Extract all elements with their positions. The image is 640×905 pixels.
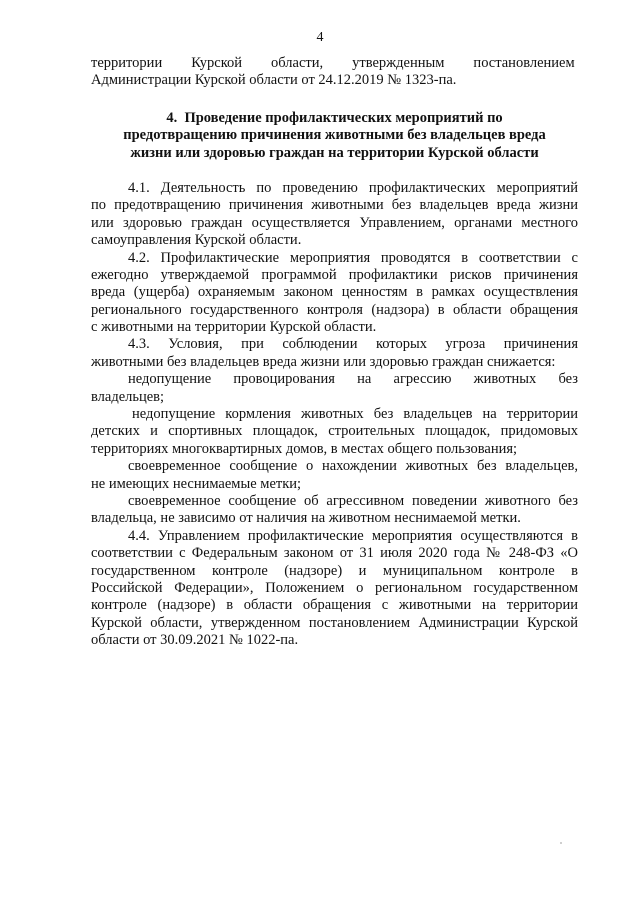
text-line: соответствии с Федеральным законом от 31 июля 2020 года № 248-ФЗ «О (91, 545, 578, 562)
text-line: территории Курской области, утвержденным постановлением (91, 55, 575, 71)
text-line: государственном контроле (надзоре) и муниципальном контроле в (91, 562, 578, 579)
text-line: своевременное сообщение об агрессивном поведении животного без (128, 492, 578, 509)
paragraph-4-4 (91, 528, 578, 650)
text-line: детских и спортивных площадок, строительных площадок, придомовых (91, 423, 578, 440)
heading-line: жизни или здоровью граждан на территории Курской области (130, 144, 539, 161)
text-line: регионального государственного контроля (надзора) в области обращения (91, 301, 578, 318)
text-line: области от 30.09.2021 № 1022-па. (91, 632, 299, 649)
text-line: с животными на территории Курской области. (91, 319, 377, 336)
text-line: недопущение кормления животных без владельцев на территории (132, 406, 578, 423)
paragraph-4-2 (91, 250, 578, 337)
text-line: 4.2. Профилактические мероприятия проводятся в соответствии с (128, 249, 578, 266)
heading-line: 4. Проведение профилактических мероприятий по (166, 109, 503, 126)
list-item (91, 493, 578, 528)
list-item (91, 458, 578, 493)
text-line: 4.1. Деятельность по проведению профилактических мероприятий (128, 179, 578, 196)
document-body (91, 55, 578, 650)
text-line: территориях многоквартирных домов, в местах общего пользования; (91, 440, 518, 457)
text-line: самоуправления Курской области. (91, 232, 302, 249)
text-line: владельца, не зависимо от наличия на животном неснимаемой метки. (91, 510, 521, 527)
text-line: 4.3. Условия, при соблюдении которых угроза причинения (128, 336, 578, 353)
text-line: владельцев; (91, 388, 165, 405)
text-line: по предотвращению причинения животными без владельцев вреда жизни (91, 197, 578, 214)
paragraph-4-3 (91, 336, 578, 371)
text-line: 4.4. Управлением профилактические мероприятия осуществляются в (128, 527, 578, 544)
section-heading (91, 110, 578, 162)
text-line: контроле (надзоре) в области обращения с животными на территории (91, 597, 578, 614)
list-item (91, 406, 578, 458)
page-number: 4 (316, 30, 324, 45)
list-item (91, 371, 578, 406)
scan-speck (560, 842, 562, 844)
text-line: Курской области, утвержденном постановлением Администрации Курской (91, 614, 578, 631)
text-line: не имеющих неснимаемые метки; (91, 475, 302, 492)
text-line: вреда (ущерба) охраняемым законом ценностям в рамках осуществления (91, 284, 578, 301)
heading-line: предотвращению причинения животными без владельцев вреда (123, 127, 546, 144)
paragraph-4-1 (91, 180, 578, 250)
text-line: Администрации Курской области от 24.12.2019 № 1323-па. (91, 72, 457, 89)
text-line: животными без владельцев вреда жизни или здоровью граждан снижается: (91, 353, 556, 370)
text-line: недопущение провоцирования на агрессию животных без (128, 371, 578, 388)
text-line: своевременное сообщение о нахождении животных без владельцев, (128, 458, 578, 475)
text-line: ежегодно утверждаемой программой профилактики рисков причинения (91, 266, 578, 283)
intro-paragraph (91, 55, 578, 90)
text-line: или здоровью граждан осуществляется Управлением, органами местного (91, 214, 578, 231)
text-line: Российской Федерации», Положением о региональном государственном (91, 579, 578, 596)
